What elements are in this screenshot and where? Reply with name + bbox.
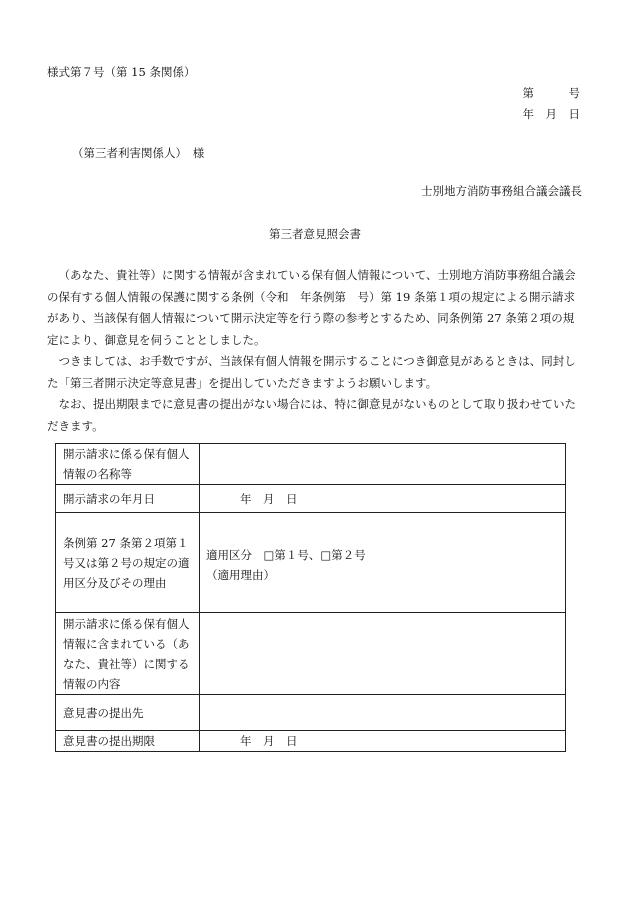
document-date: 年 月 日: [522, 107, 580, 121]
table-row: [56, 513, 566, 613]
table-row: [56, 485, 566, 513]
row-label: 開示請求の年月日: [56, 485, 200, 513]
table-row: [56, 695, 566, 731]
row-value: [200, 613, 566, 695]
body-paragraph: （あなた、貴社等）に関する情報が含まれている保有個人情報について、士別地方消防事務組合議会の保有する個人情報の保護に関する条例（令和 年条例第 号）第 19 条第１項の規定による開示請求があり、当該保有個人情報について開示決定等を行う際の参考とするため、同条例第 27 条第２項の規定により、御意見を伺うこととしました。: [47, 268, 576, 347]
body-paragraph: つきましては、お手数ですが、当該保有個人情報を開示することにつき御意見があるときは、同封した「第三者開示決定等意見書」を提出していただきますようお願いします。: [47, 354, 576, 390]
row-label: 意見書の提出期限: [56, 731, 200, 752]
info-table: [55, 443, 566, 752]
body-text: [47, 265, 585, 437]
form-number: 様式第７号（第 15 条関係）: [47, 65, 196, 79]
row-value: [200, 444, 566, 485]
row-label: 意見書の提出先: [56, 695, 200, 731]
document-number: 第 号: [522, 86, 580, 100]
applicable-category: 適用区分 □第１号、□第２号: [206, 548, 366, 562]
row-value: 年 月 日: [200, 731, 566, 752]
row-label: 開示請求に係る保有個人情報の名称等: [56, 444, 200, 485]
row-value: [200, 513, 566, 613]
row-label: 条例第 27 条第２項第１号又は第２号の規定の適用区分及びその理由: [56, 513, 200, 613]
document-title: 第三者意見照会書: [269, 227, 361, 241]
table-row: [56, 613, 566, 695]
table-row: [56, 444, 566, 485]
row-value: 年 月 日: [200, 485, 566, 513]
applicable-reason: （適用理由）: [206, 568, 275, 582]
addressee: （第三者利害関係人） 様: [72, 146, 205, 160]
row-label: 開示請求に係る保有個人情報に含まれている（あなた、貴社等）に関する情報の内容: [56, 613, 200, 695]
table-row: [56, 731, 566, 752]
body-paragraph: なお、提出期限までに意見書の提出がない場合には、特に御意見がないものとして取り扱わせていただきます。: [47, 397, 576, 433]
row-value: [200, 695, 566, 731]
sender: 士別地方消防事務組合議会議長: [421, 184, 582, 198]
